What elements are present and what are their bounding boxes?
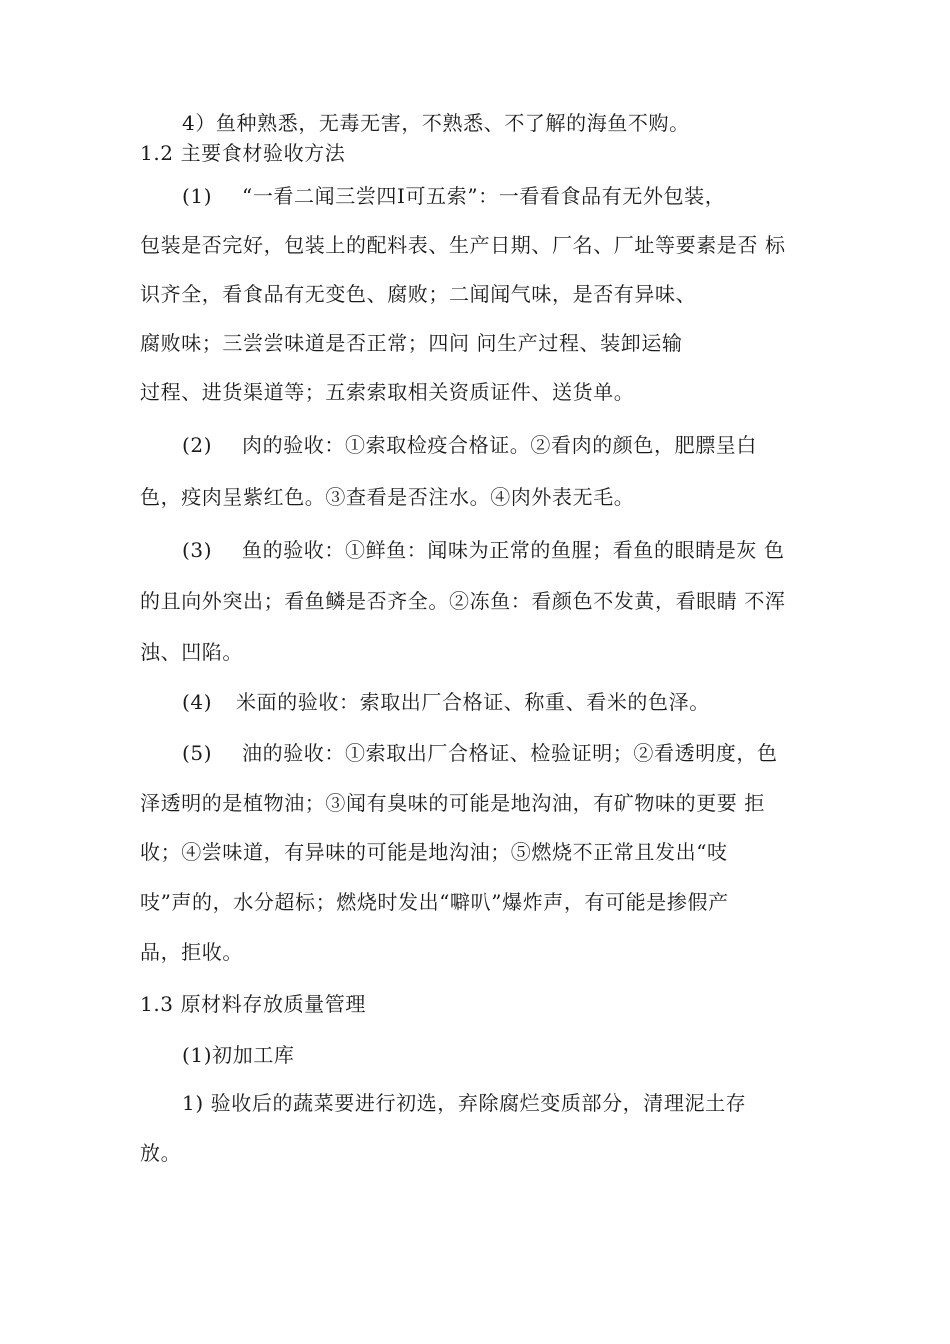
paragraph-2-line-1 <box>182 431 757 459</box>
subsection-1-item-1-line-1: 1) 验收后的蔬菜要进行初选，弃除腐烂变质部分，清理泥土存 <box>182 1091 747 1115</box>
paragraph-3-line-3: 浊、凹陷。 <box>140 640 243 664</box>
section-heading-1-3: 1.3 原材料存放质量管理 <box>140 992 366 1016</box>
paragraph-3-line-1 <box>182 536 785 564</box>
paragraph-1-number: (1) <box>182 184 213 208</box>
paragraph-2-number: (2) <box>182 433 213 457</box>
subsection-heading-1: (1)初加工库 <box>182 1043 295 1067</box>
paragraph-3-line-2: 的且向外突出；看鱼鳞是否齐全。②冻鱼：看颜色不发黄，看眼睛 不浑 <box>140 589 786 613</box>
paragraph-2-line-2: 色，疫肉呈紫红色。③查看是否注水。④肉外表无毛。 <box>140 485 635 509</box>
paragraph-3-text: 鱼的验收：①鲜鱼：闻味为正常的鱼腥；看鱼的眼睛是灰 色 <box>242 538 785 562</box>
paragraph-1-line-2: 包装是否完好，包装上的配料表、生产日期、厂名、厂址等要素是否 标 <box>140 233 786 257</box>
paragraph-2-text: 肉的验收：①索取检疫合格证。②看肉的颜色，肥膘呈白 <box>242 433 757 457</box>
paragraph-1-line-5: 过程、进货渠道等；五索索取相关资质证件、送货单。 <box>140 380 635 404</box>
paragraph-4-number: (4) <box>182 690 213 714</box>
paragraph-4-line-1 <box>182 688 710 716</box>
paragraph-1-text: “一看二闻三尝四I可五索”：一看看食品有无外包装， <box>242 184 726 208</box>
paragraph-5-line-5: 品，拒收。 <box>140 940 243 964</box>
section-heading-1-2: 1.2 主要食材验收方法 <box>140 141 346 165</box>
paragraph-5-line-3: 收；④尝味道，有异味的可能是地沟油；⑤燃烧不正常且发出“吱 <box>140 840 728 864</box>
paragraph-5-text: 油的验收：①索取出厂合格证、检验证明；②看透明度，色 <box>242 741 778 765</box>
paragraph-3-number: (3) <box>182 538 213 562</box>
paragraph-5-line-4: 吱”声的，水分超标；燃烧时发出“噼叭”爆炸声，有可能是掺假产 <box>140 890 729 914</box>
paragraph-1-line-1 <box>182 182 725 210</box>
paragraph-5-line-2: 泽透明的是植物油；③闻有臭味的可能是地沟油，有矿物味的更要 拒 <box>140 791 765 815</box>
subsection-1-item-1-line-2: 放。 <box>140 1141 182 1165</box>
paragraph-1-line-3: 识齐全，看食品有无变色、腐败；二闻闻气味，是否有异味、 <box>140 282 697 306</box>
paragraph-5-line-1 <box>182 739 778 767</box>
paragraph-1-line-4: 腐败味；三尝尝味道是否正常；四问 问生产过程、装卸运输 <box>140 331 683 355</box>
list-item-4: 4）鱼种熟悉，无毒无害，不熟悉、不了解的海鱼不购。 <box>182 111 690 135</box>
paragraph-5-number: (5) <box>182 741 213 765</box>
paragraph-4-text: 米面的验收：索取出厂合格证、称重、看米的色泽。 <box>236 690 710 714</box>
